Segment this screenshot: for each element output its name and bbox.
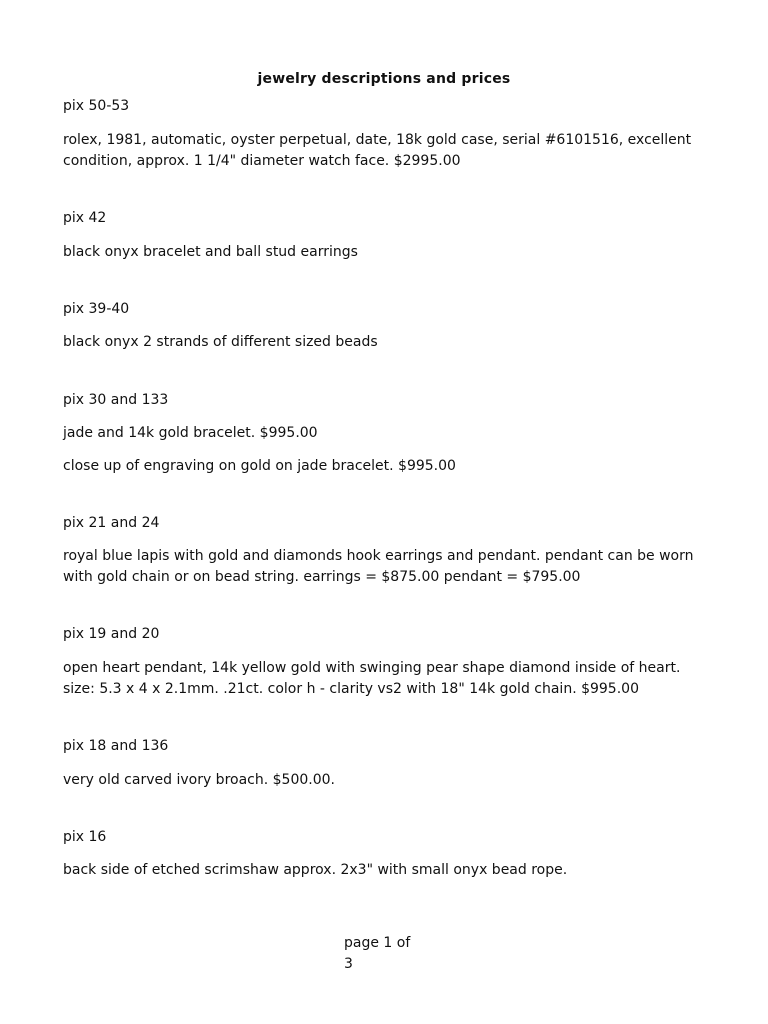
entry-description-onyx-bracelet: black onyx bracelet and ball stud earrings xyxy=(63,244,358,260)
entry-description-scrimshaw: back side of etched scrimshaw approx. 2x3" with small onyx bead rope. xyxy=(63,862,568,878)
entry-label-pix-50-53: pix 50-53 xyxy=(63,98,130,114)
entry-description-heart-pendant: open heart pendant, 14k yellow gold with swinging pear shape diamond inside of heart. size: 5.3 x 4 x 2.1mm. .21ct. color h - clarity vs2 with 18" 14k gold chain. $995.00 xyxy=(63,660,681,697)
entry-label-pix-19-20: pix 19 and 20 xyxy=(63,626,160,642)
page-footer xyxy=(344,933,424,975)
entry-description-rolex: rolex, 1981, automatic, oyster perpetual, date, 18k gold case, serial #6101516, excellent condition, approx. 1 1/4" diameter watch face. $2995.00 xyxy=(63,132,692,169)
page-number-text: page 1 of xyxy=(344,935,411,951)
entry-description-lapis: royal blue lapis with gold and diamonds hook earrings and pendant. pendant can be worn with gold chain or on bead string. earrings = $875.00 pendant = $795.00 xyxy=(63,548,694,585)
entry-description-ivory-broach: very old carved ivory broach. $500.00. xyxy=(63,772,335,788)
entry-label-pix-21-24: pix 21 and 24 xyxy=(63,515,160,531)
page-total: 3 xyxy=(344,956,353,972)
entry-label-pix-42: pix 42 xyxy=(63,210,107,226)
document-title: jewelry descriptions and prices xyxy=(257,71,511,87)
entry-description-onyx-strands: black onyx 2 strands of different sized beads xyxy=(63,334,378,350)
entry-label-pix-39-40: pix 39-40 xyxy=(63,301,130,317)
entry-label-pix-18-136: pix 18 and 136 xyxy=(63,738,169,754)
entry-description-jade-bracelet: jade and 14k gold bracelet. $995.00 xyxy=(63,425,318,441)
entry-label-pix-16: pix 16 xyxy=(63,829,107,845)
entry-description-jade-engraving: close up of engraving on gold on jade bracelet. $995.00 xyxy=(63,458,456,474)
entry-label-pix-30-133: pix 30 and 133 xyxy=(63,392,169,408)
